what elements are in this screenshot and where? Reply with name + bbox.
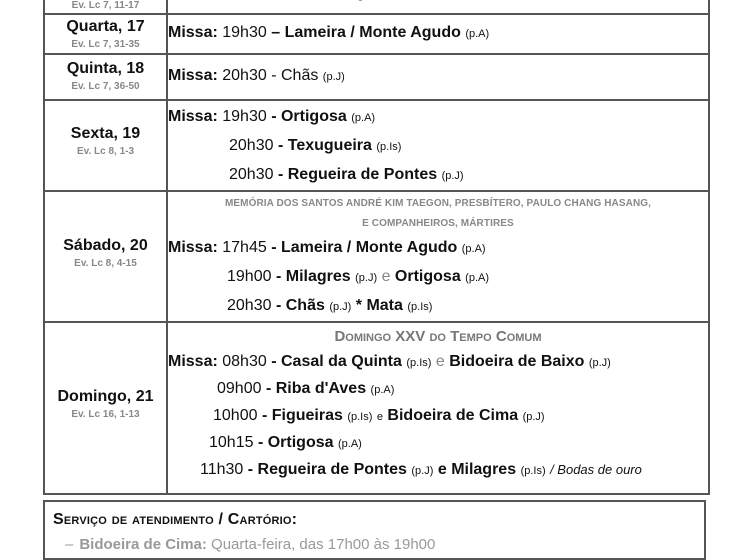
separator: - <box>271 67 277 84</box>
mass-place: Milagres <box>451 461 517 478</box>
mass-time: 20h30 <box>229 166 274 183</box>
mass-time <box>222 0 267 1</box>
priest-code: (p.A) <box>465 272 490 284</box>
priest-code: (p.Is) <box>347 411 373 423</box>
day-name: Sábado, 20 <box>63 237 148 254</box>
mass-place: Ortigosa <box>267 434 334 451</box>
mass-place: Regueira de Pontes <box>257 461 407 478</box>
gospel-reference: Ev. Lc 7, 11-17 <box>71 0 140 11</box>
priest-code: (p.J) <box>329 301 352 313</box>
mass-place: Figueiras <box>271 407 343 424</box>
mass-place: Regueira de Pontes <box>287 166 438 183</box>
mass-info-cell <box>167 191 709 322</box>
priest-code: (p.A) <box>337 438 362 450</box>
office-location: Bidoeira de Cima: <box>79 536 207 553</box>
conjunction: e <box>437 461 447 478</box>
gospel-reference: Ev. Lc 8, 1-3 <box>76 146 135 157</box>
separator: - <box>271 239 277 256</box>
mass-info-cell <box>167 100 709 191</box>
mass-time: 19h00 <box>227 268 272 285</box>
gospel-reference: Ev. Lc 16, 1-13 <box>71 409 140 420</box>
mass-place: Ortigosa <box>280 108 347 125</box>
mass-line <box>168 234 708 263</box>
priest-code: (p.J) <box>522 411 545 423</box>
mass-place: Bidoeira de Cima <box>387 407 519 424</box>
priest-code: (p.J) <box>322 71 345 83</box>
day-cell <box>44 54 167 100</box>
conjunction: e <box>376 411 383 423</box>
mass-label: Missa: <box>168 108 218 125</box>
mass-time: 08h30 <box>222 353 267 370</box>
separator: - <box>261 407 268 424</box>
anniversary-note: / Bodas de ouro <box>550 462 642 477</box>
office-hours: Quarta-feira, das 17h00 às 19h00 <box>211 536 436 553</box>
gospel-reference: Ev. Lc 8, 4-15 <box>74 258 137 269</box>
priest-code: (p.J) <box>588 357 611 369</box>
priest-code: (p.Is) <box>406 357 432 369</box>
day-name: Domingo, 21 <box>57 388 154 405</box>
mass-place: Chãs <box>280 67 319 84</box>
separator: - <box>257 434 264 451</box>
mass-label: Missa: <box>168 67 218 84</box>
mass-info-cell <box>167 322 709 494</box>
mass-label: Missa: <box>168 24 218 41</box>
day-cell <box>44 322 167 494</box>
separator: – <box>271 24 281 41</box>
mass-line <box>168 457 708 484</box>
mass-place: Bidoeira de Baixo <box>449 353 585 370</box>
mass-time: 11h30 <box>200 461 244 478</box>
mass-time: 20h30 <box>229 137 274 154</box>
priest-code: (p.Is) <box>376 141 402 153</box>
mass-line <box>168 103 708 132</box>
schedule-row-wednesday <box>44 14 709 54</box>
mass-info-cell <box>167 54 709 100</box>
mass-place: Ortigosa <box>394 268 461 285</box>
separator: - <box>277 166 284 183</box>
mass-place: Mata <box>366 297 403 314</box>
priest-code: (p.A) <box>351 112 376 124</box>
mass-time: 09h00 <box>217 380 262 397</box>
day-cell <box>44 0 167 14</box>
mass-place: Milagres <box>285 268 351 285</box>
separator: - <box>265 380 272 397</box>
mass-line <box>168 161 708 190</box>
mass-line <box>168 403 708 430</box>
conjunction: e <box>435 353 445 370</box>
priest-code: (p.J) <box>441 170 464 182</box>
conjunction: e <box>381 268 391 285</box>
mass-line <box>168 263 708 292</box>
mass-line <box>168 430 708 457</box>
memorial-note-line2: E COMPANHEIROS, MÁRTIRES <box>362 218 514 229</box>
mass-time: 20h30 <box>222 67 267 84</box>
star-separator: * <box>355 297 362 314</box>
sunday-title: Domingo XXV do Tempo Comum <box>334 328 542 345</box>
separator: - <box>275 297 282 314</box>
mass-time: 19h30 <box>222 24 267 41</box>
memorial-note-line1: MEMÓRIA DOS SANTOS ANDRÉ KIM TAEGON, PRESBÍTERO, PAULO CHANG HASANG, <box>224 198 652 209</box>
mass-schedule-table <box>43 0 710 495</box>
separator: - <box>271 353 277 370</box>
mass-place: Lameira / Monte Agudo <box>280 239 458 256</box>
day-cell <box>44 191 167 322</box>
schedule-row-sunday <box>44 322 709 494</box>
mass-line <box>168 132 708 161</box>
priest-code: (p.A) <box>370 384 395 396</box>
office-hours-title: Serviço de atendimento / Cartório: <box>53 511 298 528</box>
mass-line <box>168 0 708 4</box>
office-hours-line: – Bidoeira de Cima: Quarta-feira, das 17h00 às 19h00 <box>65 536 436 553</box>
mass-time: 10h15 <box>209 434 254 451</box>
schedule-row-tuesday <box>44 0 709 14</box>
schedule-sheet <box>43 0 710 495</box>
mass-line <box>168 349 708 376</box>
mass-label <box>168 0 218 1</box>
separator: - <box>275 268 282 285</box>
gospel-reference: Ev. Lc 7, 31-35 <box>71 39 140 50</box>
mass-place: Texugueira <box>287 137 372 154</box>
gospel-reference: Ev. Lc 7, 36-50 <box>71 81 140 92</box>
priest-code: (p.Is) <box>520 465 546 477</box>
mass-label: Missa: <box>168 353 218 370</box>
mass-time: 19h30 <box>222 108 267 125</box>
priest-code: (p.J) <box>411 465 434 477</box>
mass-info-cell <box>167 0 709 14</box>
mass-info-cell <box>167 14 709 54</box>
schedule-row-friday <box>44 100 709 191</box>
mass-label: Missa: <box>168 239 218 256</box>
schedule-row-saturday <box>44 191 709 322</box>
priest-code: (p.Is) <box>407 301 433 313</box>
mass-line <box>168 15 708 46</box>
day-name: Quarta, 17 <box>66 18 145 35</box>
mass-line <box>168 55 708 89</box>
schedule-row-thursday <box>44 54 709 100</box>
mass-time: 17h45 <box>222 239 267 256</box>
separator <box>271 0 276 1</box>
separator: - <box>271 108 277 125</box>
mass-time: 20h30 <box>227 297 272 314</box>
day-name: Sexta, 19 <box>70 125 141 142</box>
day-cell <box>44 14 167 54</box>
separator: - <box>277 137 284 154</box>
mass-line <box>168 292 708 321</box>
mass-place: Casal da Quinta <box>280 353 402 370</box>
mass-place <box>281 0 402 1</box>
mass-place: Lameira / Monte Agudo <box>284 24 461 41</box>
office-hours-box <box>43 500 706 560</box>
mass-place: Chãs <box>285 297 325 314</box>
separator: - <box>247 461 254 478</box>
priest-code: (p.J) <box>355 272 378 284</box>
day-name: Quinta, 18 <box>66 60 145 77</box>
mass-line <box>168 376 708 403</box>
mass-place: Riba d'Aves <box>275 380 367 397</box>
priest-code: (p.A) <box>465 28 490 40</box>
mass-time: 10h00 <box>213 407 258 424</box>
day-cell <box>44 100 167 191</box>
priest-code: (p.A) <box>461 243 486 255</box>
